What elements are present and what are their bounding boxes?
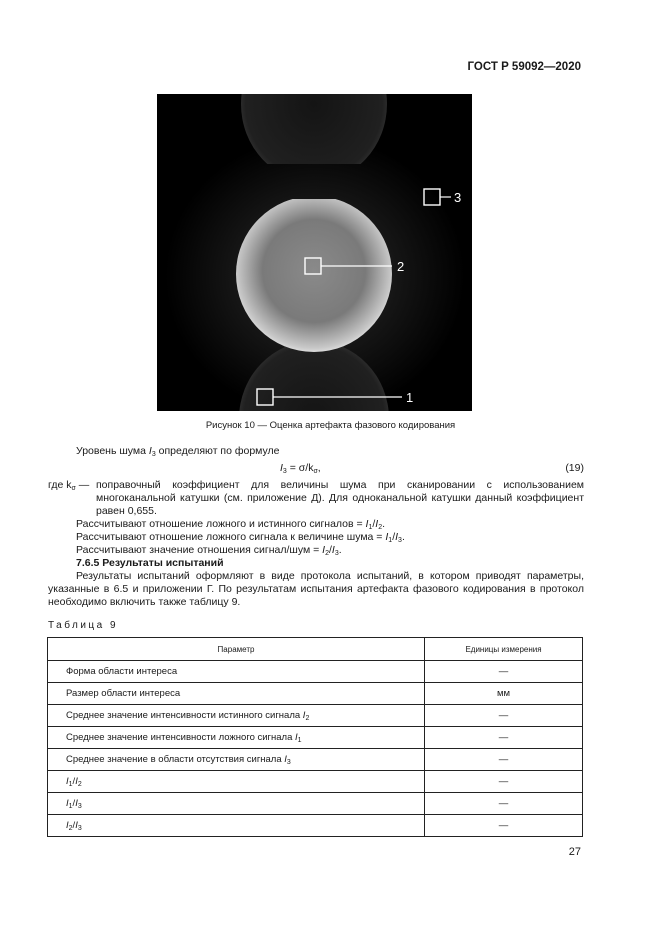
where-key: где $k_\sigma$ — (48, 479, 90, 492)
formula-19 (48, 462, 584, 476)
roi-label-2: 2 (397, 259, 405, 274)
formula-expression: $I_3 = \sigma/k_\sigma$, (280, 462, 321, 475)
roi-label-3: 3 (454, 190, 462, 205)
roi-label-1: 1 (406, 390, 414, 405)
unit-cell: — (425, 771, 583, 793)
param-cell: Форма области интереса (48, 661, 425, 683)
figure-caption: Рисунок 10 — Оценка артефакта фазового кодирования (205, 420, 456, 431)
mri-phantom-image (157, 94, 472, 411)
table-row (48, 815, 583, 837)
results-paragraph: Результаты испытаний оформляют в виде протокола испытаний, в котором приводят параметры, указанные в 6.5 и приложении Г. По результатам испытания артефакта фазового кодирования в протокол необходимо включить также таблицу 9. (48, 570, 584, 608)
where-text: поправочный коэффициент для величины шума при сканировании с использованием многоканальной катушки (см. приложение Д). Для одноканальной катушки данный коэффициент равен 0,655. (96, 479, 584, 517)
unit-cell: — (425, 793, 583, 815)
page-number: 27 (568, 846, 581, 858)
phantom-svg (157, 94, 472, 411)
standard-designation: ГОСТ Р 59092—2020 (467, 61, 581, 73)
noise-intro: Уровень шума $I_3$ определяют по формуле (76, 445, 280, 458)
ratio-false-noise: Рассчитывают отношение ложного сигнала к величине шума = $I_1/I_3$. (76, 531, 405, 544)
where-clause (48, 479, 584, 518)
unit-cell: — (425, 705, 583, 727)
table-row (48, 749, 583, 771)
table-row (48, 771, 583, 793)
header-parameter: Параметр (48, 638, 425, 661)
table-row (48, 661, 583, 683)
unit-cell: — (425, 727, 583, 749)
param-cell: Среднее значение интенсивности истинного сигнала $I_2$ (48, 705, 425, 727)
unit-cell: — (425, 749, 583, 771)
ratio-signal-noise: Рассчитывают значение отношения сигнал/шум = $I_2/I_3$. (76, 544, 342, 557)
param-cell: Среднее значение в области отсутствия сигнала $I_3$ (48, 749, 425, 771)
table-row (48, 727, 583, 749)
table-row (48, 793, 583, 815)
param-cell: $I_1/I_3$ (48, 793, 425, 815)
param-cell: Размер области интереса (48, 683, 425, 705)
unit-cell: — (425, 661, 583, 683)
formula-number: (19) (565, 462, 584, 474)
param-cell: Среднее значение интенсивности ложного сигнала $I_1$ (48, 727, 425, 749)
table-row (48, 705, 583, 727)
section-heading: 7.6.5 Результаты испытаний (76, 557, 224, 569)
param-cell: $I_1/I_2$ (48, 771, 425, 793)
param-cell: $I_2/I_3$ (48, 815, 425, 837)
unit-cell: мм (425, 683, 583, 705)
header-units: Единицы измерения (425, 638, 583, 661)
unit-cell: — (425, 815, 583, 837)
table-title: Таблица 9 (48, 620, 119, 631)
ratio-false-true: Рассчитывают отношение ложного и истинного сигналов = $I_1/I_2$. (76, 518, 386, 531)
table-9 (47, 637, 583, 837)
table-header-row (48, 638, 583, 661)
table-row (48, 683, 583, 705)
